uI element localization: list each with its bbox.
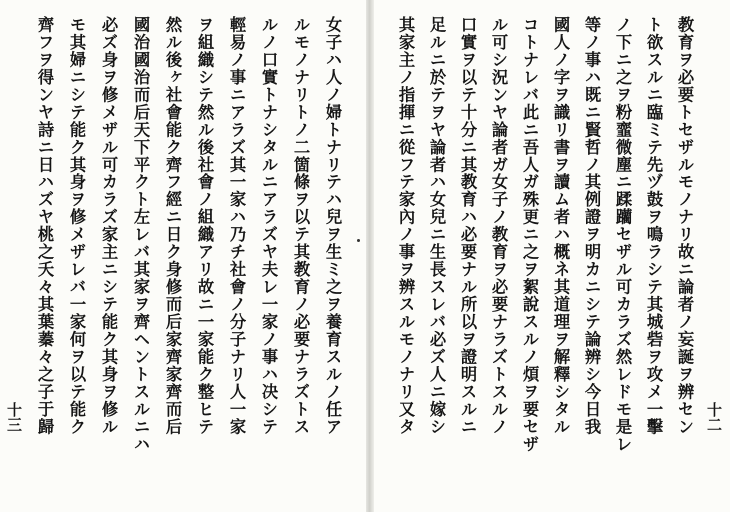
- right-column-9: 足ルニ於テヲヤ論者ハ女兒ニ生長スレバ必ズ人ニ嫁シ: [427, 16, 446, 436]
- left-column-7: 國治國治而后天下平クト左レバ其家ヲ齊ヘントスルニハ: [131, 16, 150, 454]
- left-column-9: モ其婦ニシテ能ク其身ヲ修メザレバ一家何ヲ以テ能ク: [67, 16, 86, 436]
- book-gutter: [366, 0, 374, 512]
- right-column-3: ノ下ニ之ヲ粉韲微塵ニ蹂躪セザル可カラズ然レドモ是レ: [613, 16, 632, 454]
- right-column-1: 教育ヲ必要トセザルモノナリ故ニ論者ノ妄誕ヲ辨セン: [675, 16, 694, 436]
- left-column-5: ヲ組織シテ然ル後社會ノ組織アリ故ニ一家能ク整ヒテ: [195, 16, 214, 436]
- right-column-6: コトナレバ此ニ吾人ガ殊更ニ之ヲ絮說スルノ煩ヲ要セザ: [520, 16, 539, 454]
- right-page-number: 十二: [705, 402, 723, 432]
- left-column-10: 齊フヲ得ンヤ詩ニ日ハズヤ桃之夭々其葉蓁々之子于歸: [35, 16, 54, 436]
- right-column-2: ト欲スルニ臨ミテ先ヅ鼓ヲ鳴ラシテ其城砦ヲ攻メ一擊: [644, 16, 663, 436]
- right-column-10: 其家主ノ指揮ニ從フテ家內ノ事ヲ辨スルモノナリ又タ: [396, 16, 415, 436]
- right-column-5: 國人ノ字ヲ識リ書ヲ讀ム者ハ概ネ其道理ヲ解釋シタル: [551, 16, 570, 436]
- left-column-4: 輕易ノ事ニアラズ其一家ハ乃チ社會ノ分子ナリ人一家: [227, 16, 246, 436]
- left-column-1: 女子ハ人ノ婦トナリテハ兒ヲ生ミ之ヲ養育スルノ任ア: [323, 16, 342, 436]
- left-page-number: 十三: [5, 402, 23, 432]
- right-column-7: ル可シ況ンヤ論者ガ女子ノ教育ヲ必要ナラズトスルノ: [489, 16, 508, 436]
- right-column-4: 等ノ事ハ既ニ賢哲ノ其例證ヲ明カニシテ論辨シ今日我: [582, 16, 601, 436]
- left-column-2: ルモノナリトノ二箇條ヲ以テ其教育ノ必要ナラズトス: [291, 16, 310, 436]
- right-column-8: 口實ヲ以テ十分ニ其教育ハ必要ナル所以ヲ證明スルニ: [458, 16, 477, 436]
- left-column-8: 必ズ身ヲ修メザル可カラズ家主ニシテ能ク其身ヲ修ル: [99, 16, 118, 436]
- print-speck: [357, 239, 360, 242]
- right-page: [374, 0, 730, 512]
- left-column-3: ルノ口實トナシタルニアラズヤ夫レ一家ノ事ハ决シテ: [259, 16, 278, 436]
- left-column-6: 然ル後ヶ社會能ク齊フ經ニ日ク身修而后家齊家齊而后: [163, 16, 182, 436]
